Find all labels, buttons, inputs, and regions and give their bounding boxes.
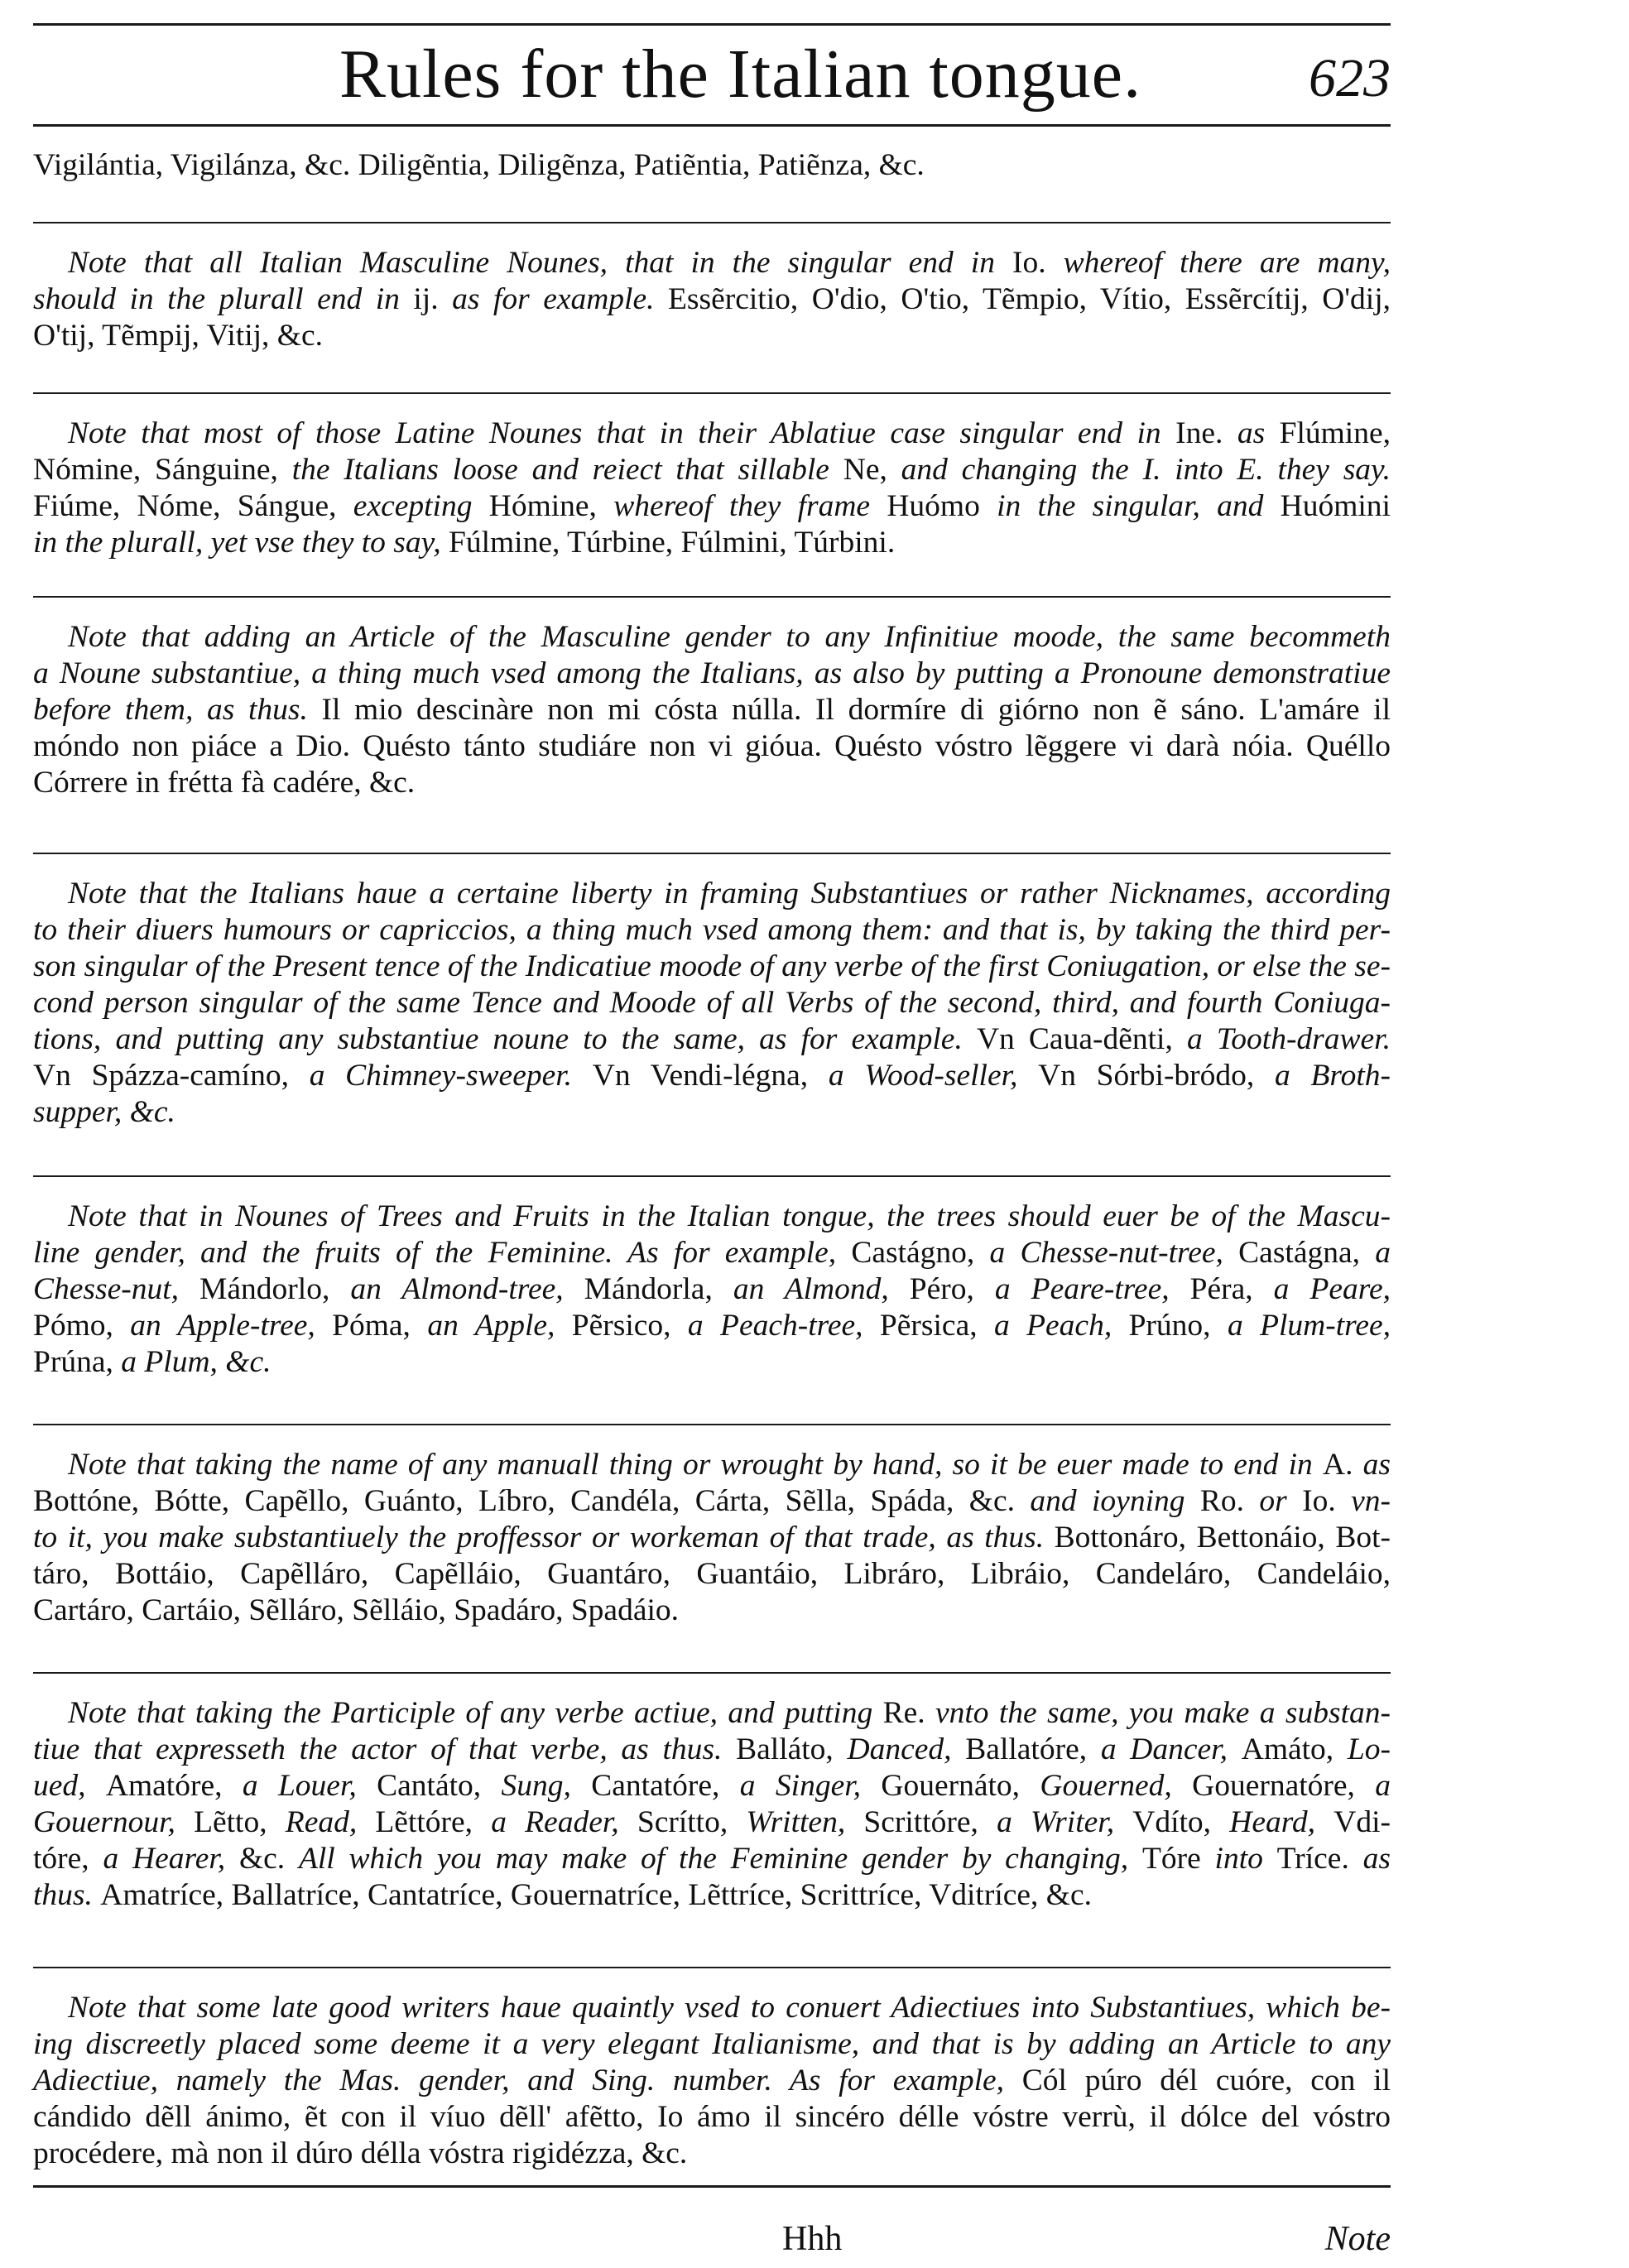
roman-text: ij. (413, 282, 453, 316)
italic-text: into (1214, 1842, 1277, 1876)
catchword: Note (1324, 2220, 1391, 2258)
italic-text: Adiectiue, namely the Mas. gender, and Sing. number. As for example, (33, 2064, 1022, 2097)
roman-text: &c. (238, 1842, 299, 1876)
note-line (33, 281, 1391, 318)
italic-text: vnto the same, you make a substan- (935, 1696, 1391, 1730)
italic-text: Note that some late good writers haue quaintly vsed to conuert Adiectiues into Substantiues, which be- (68, 1991, 1391, 2025)
roman-text: Nómine, Sánguine, (33, 453, 292, 487)
note-line (33, 2063, 1391, 2099)
bottom-rule (33, 2185, 1391, 2188)
roman-text: Vn Caua-dẽnti, (976, 1022, 1187, 1056)
roman-text: Fúlmine, Túrbine, Fúlmini, Túrbini. (448, 526, 896, 560)
roman-text: Scrítto, (637, 1805, 747, 1839)
note-line (33, 912, 1391, 949)
roman-text: Tríce. (1276, 1842, 1363, 1876)
note-line (33, 1990, 1391, 2026)
italic-text: ing discreetly placed some deeme it a very elegant Italianisme, and that is by adding an Article to any (33, 2027, 1391, 2061)
note-line (33, 1877, 1391, 1914)
signature-mark: Hhh (782, 2220, 843, 2258)
note-line (33, 318, 1391, 354)
roman-text: Cantatóre, (591, 1769, 740, 1803)
italic-text: a Peare-tree, (994, 1272, 1190, 1306)
roman-text: tóre, (33, 1842, 103, 1876)
italic-text: and ioyning (1030, 1484, 1200, 1518)
roman-text: Pẽrsico, (571, 1309, 688, 1343)
roman-text: Vn Sórbi-bródo, (1038, 1059, 1276, 1093)
note-line (33, 452, 1391, 488)
roman-text: Péro, (909, 1272, 995, 1306)
roman-text: táro, Bottáio, Capẽlláro, Capẽlláio, Guantáro, Guantáio, Libráro, Libráio, Candeláro, Candeláio, (33, 1557, 1391, 1591)
roman-text: Re. (882, 1696, 935, 1730)
italic-text: Gouerned, (1040, 1769, 1193, 1803)
italic-text: son singular of the Present tence of the Indicatiue moode of any verbe of the first Coniugation, or else the se- (33, 949, 1391, 983)
italic-text: a (1375, 1236, 1391, 1270)
roman-text: Vdi- (1333, 1805, 1391, 1839)
italic-text: a Tooth-drawer. (1186, 1022, 1391, 1056)
italic-text: cond person singular of the same Tence and Moode of all Verbs of the second, third, and fourth Coniuga- (33, 986, 1391, 1020)
note-line (33, 656, 1391, 692)
italic-text: an Apple, (427, 1309, 572, 1343)
italic-text: a Hearer, (103, 1842, 239, 1876)
note-line (33, 2136, 1391, 2172)
roman-text: O'tij, Tẽmpij, Vitij, &c. (33, 319, 323, 353)
italic-text: Note that the Italians haue a certaine liberty in framing Substantiues or rather Nicknames, according (68, 877, 1391, 911)
italic-text: supper, &c. (33, 1095, 175, 1129)
italic-text: excepting (353, 489, 489, 523)
roman-text: A. (1322, 1448, 1363, 1482)
note-line (33, 692, 1391, 728)
note-line (33, 525, 1391, 561)
roman-text: Io. (1012, 246, 1064, 280)
italic-text: a Chimney-sweeper. (309, 1059, 593, 1093)
italic-text: Written, (746, 1805, 864, 1839)
italic-text: whereof they frame (613, 489, 887, 523)
italic-text: as (1237, 416, 1280, 450)
note-line (33, 949, 1391, 985)
note-line (33, 245, 1391, 281)
roman-text: Vn Vendi-légna, (592, 1059, 829, 1093)
roman-text: Ro. (1199, 1484, 1260, 1518)
note-line (33, 488, 1391, 525)
roman-text: Gouernáto, (881, 1769, 1040, 1803)
italic-text: Danced, (847, 1732, 966, 1766)
roman-text: Amáto, (1241, 1732, 1348, 1766)
italic-text: an Almond-tree, (350, 1272, 584, 1306)
italic-text: a Reader, (491, 1805, 637, 1839)
roman-text: Cantáto, (377, 1769, 502, 1803)
roman-text: Ne, (843, 453, 901, 487)
note-line (33, 985, 1391, 1021)
section-rule (33, 222, 1391, 223)
italic-text: a Plum, &c. (121, 1345, 272, 1379)
italic-text: thus. (33, 1878, 101, 1912)
note-line (33, 2099, 1391, 2136)
roman-text: Scrittóre, (863, 1805, 997, 1839)
page-title: Rules for the Italian tongue. (339, 36, 1142, 113)
note-line (33, 1199, 1391, 1235)
italic-text: the Italians loose and reiect that sillable (291, 453, 843, 487)
italic-text: Note that all Italian Masculine Nounes, that in the singular end in (68, 246, 1012, 280)
roman-text: Essẽrcitio, O'dio, O'tio, Tẽmpio, Vítio, Essẽrcítij, O'dij, (668, 282, 1391, 316)
section-rule (33, 1424, 1391, 1425)
section-rule (33, 392, 1391, 394)
italic-text: a Chesse-nut-tree, (989, 1236, 1239, 1270)
note-line (33, 876, 1391, 912)
header-rule (33, 124, 1391, 127)
roman-text: Il mio descinàre non mi cósta núlla. Il dormíre di giórno non ẽ sáno. L'amáre il (321, 693, 1391, 727)
note-line (33, 2026, 1391, 2063)
italic-text: to it, you make substantiuely the proffessor or workeman of that trade, as thus. (33, 1521, 1055, 1554)
italic-text: a Broth- (1275, 1059, 1391, 1093)
italic-text: a Wood-seller, (828, 1059, 1039, 1093)
italic-text: whereof there are many, (1063, 246, 1391, 280)
roman-text: Cól púro dél cuóre, con il (1021, 2064, 1391, 2097)
first-line: Vigilántia, Vigilánza, &c. Diligẽntia, Diligẽnza, Patiẽntia, Patiẽnza, &c. (33, 148, 925, 182)
italic-text: as (1362, 1842, 1391, 1876)
italic-text: Lo- (1347, 1732, 1391, 1766)
roman-text: Prúno, (1128, 1309, 1228, 1343)
note-line (33, 1483, 1391, 1520)
italic-text: ued, (33, 1769, 106, 1803)
italic-text: a Peach-tree, (687, 1309, 880, 1343)
roman-text: Castágno, (851, 1236, 990, 1270)
note-line (33, 1556, 1391, 1593)
italic-text: Note that adding an Article of the Masculine gender to any Infinitiue moode, the same becommeth (68, 620, 1391, 654)
note-line (33, 1344, 1391, 1381)
italic-text: Note that most of those Latine Nounes that in their Ablatiue case singular end in (68, 416, 1176, 450)
italic-text: tiue that expresseth the actor of that verbe, as thus. (33, 1732, 737, 1766)
roman-text: Mándorlo, (199, 1272, 351, 1306)
italic-text: Note that taking the Participle of any verbe actiue, and putting (68, 1696, 883, 1730)
note-line (33, 1271, 1391, 1308)
roman-text: Flúmine, (1279, 416, 1391, 450)
roman-text: Córrere in frétta fà cadére, &c. (33, 766, 416, 800)
italic-text: Chesse-nut, (33, 1272, 200, 1306)
italic-text: an Almond, (733, 1272, 910, 1306)
roman-text: Lẽttóre, (375, 1805, 492, 1839)
italic-text: a Louer, (242, 1769, 377, 1803)
italic-text: an Apple-tree, (130, 1309, 333, 1343)
italic-text: a Singer, (739, 1769, 882, 1803)
italic-text: before them, as thus. (33, 693, 322, 727)
note-line (33, 1520, 1391, 1556)
italic-text: should in the plurall end in (33, 282, 414, 316)
note-line (33, 1308, 1391, 1344)
italic-text: Read, (285, 1805, 376, 1839)
section-rule (33, 1175, 1391, 1177)
note-line (33, 765, 1391, 801)
italic-text: and changing the I. into E. they say. (901, 453, 1391, 487)
page-number: 623 (1309, 48, 1391, 108)
italic-text: a Writer, (997, 1805, 1133, 1839)
section-rule (33, 596, 1391, 598)
section-rule (33, 853, 1391, 854)
italic-text: or (1259, 1484, 1303, 1518)
italic-text: a Peach, (993, 1309, 1129, 1343)
italic-text: a (1375, 1769, 1391, 1803)
italic-text: Gouernour, (33, 1805, 195, 1839)
roman-text: cándido dẽll ánimo, ẽt con il víuo dẽll' afẽtto, Io ámo il sincéro délle vóstre verrù, il dólce del vóstro (33, 2100, 1391, 2134)
italic-text: vn- (1351, 1484, 1391, 1518)
note-line (33, 1447, 1391, 1483)
italic-text: as (1362, 1448, 1391, 1482)
roman-text: Tóre (1141, 1842, 1215, 1876)
roman-text: Hómine, (488, 489, 614, 523)
roman-text: Vdíto, (1132, 1805, 1230, 1839)
roman-text: Amatóre, (105, 1769, 243, 1803)
note-line (33, 416, 1391, 452)
roman-text: Gouernatóre, (1192, 1769, 1376, 1803)
italic-text: a Dancer, (1100, 1732, 1242, 1766)
note-line (33, 1804, 1391, 1841)
section-rule (33, 1967, 1391, 1968)
note-line (33, 1768, 1391, 1804)
note-line (33, 1841, 1391, 1877)
note-line (33, 1593, 1391, 1629)
note-line (33, 1094, 1391, 1131)
italic-text: tions, and putting any substantiue noune to the same, as for example. (33, 1022, 977, 1056)
roman-text: Huómo (887, 489, 997, 523)
roman-text: Péra, (1189, 1272, 1274, 1306)
note-line (33, 1058, 1391, 1094)
roman-text: Huómini (1280, 489, 1391, 523)
roman-text: Amatríce, Ballatríce, Cantatríce, Gouernatríce, Lẽttríce, Scrittríce, Vditríce, &c. (100, 1878, 1092, 1912)
roman-text: Pómo, (33, 1309, 131, 1343)
roman-text: Fiúme, Nóme, Sángue, (33, 489, 353, 523)
note-line (33, 728, 1391, 765)
roman-text: Pẽrsica, (879, 1309, 994, 1343)
roman-text: Io. (1302, 1484, 1352, 1518)
italic-text: Sung, (501, 1769, 592, 1803)
roman-text: procédere, mà non il dúro délla vóstra rigidézza, &c. (33, 2136, 688, 2170)
note-line (33, 1695, 1391, 1732)
roman-text: Castágna, (1238, 1236, 1376, 1270)
note-line (33, 1021, 1391, 1058)
roman-text: Lẽtto, (194, 1805, 286, 1839)
roman-text: móndo non piáce a Dio. Quésto tánto studiáre non vi gióua. Quésto vóstro lẽggere vi darà nóia. Quéllo (33, 729, 1391, 763)
roman-text: Prúna, (33, 1345, 122, 1379)
roman-text: Bottóne, Bótte, Capẽllo, Guánto, Líbro, Candéla, Cárta, Sẽlla, Spáda, &c. (33, 1484, 1031, 1518)
running-header (33, 25, 1391, 124)
roman-text: Mándorla, (584, 1272, 733, 1306)
italic-text: line gender, and the fruits of the Feminine. As for example, (33, 1236, 852, 1270)
note-line (33, 619, 1391, 656)
roman-text: Cartáro, Cartáio, Sẽlláro, Sẽlláio, Spadáro, Spadáio. (33, 1593, 680, 1627)
roman-text: Ine. (1175, 416, 1237, 450)
roman-text: Póma, (332, 1309, 428, 1343)
italic-text: Note that in Nounes of Trees and Fruits in the Italian tongue, the trees should euer be of the Mascu- (68, 1199, 1391, 1233)
note-line (33, 1732, 1391, 1768)
italic-text: Note that taking the name of any manuall thing or wrought by hand, so it be euer made to end in (68, 1448, 1323, 1482)
roman-text: Balláto, (736, 1732, 848, 1766)
roman-text: Ballatóre, (965, 1732, 1101, 1766)
italic-text: a Peare, (1273, 1272, 1391, 1306)
roman-text: Bottonáro, Bettonáio, Bot- (1054, 1521, 1391, 1554)
section-rule (33, 1672, 1391, 1674)
italic-text: to their diuers humours or capriccios, a thing much vsed among them: and that is, by taking the third per- (33, 913, 1391, 947)
italic-text: in the singular, and (997, 489, 1281, 523)
italic-text: as for example. (452, 282, 668, 316)
note-line (33, 1235, 1391, 1271)
italic-text: in the plurall, yet vse they to say, (33, 526, 449, 560)
italic-text: All which you may make of the Feminine gender by changing, (298, 1842, 1142, 1876)
italic-text: Heard, (1229, 1805, 1334, 1839)
italic-text: a Plum-tree, (1227, 1309, 1391, 1343)
roman-text: Vn Spázza-camíno, (33, 1059, 310, 1093)
page-footer (33, 2218, 1391, 2260)
italic-text: a Noune substantiue, a thing much vsed among the Italians, as also by putting a Pronoune demonstratiue (33, 656, 1391, 690)
